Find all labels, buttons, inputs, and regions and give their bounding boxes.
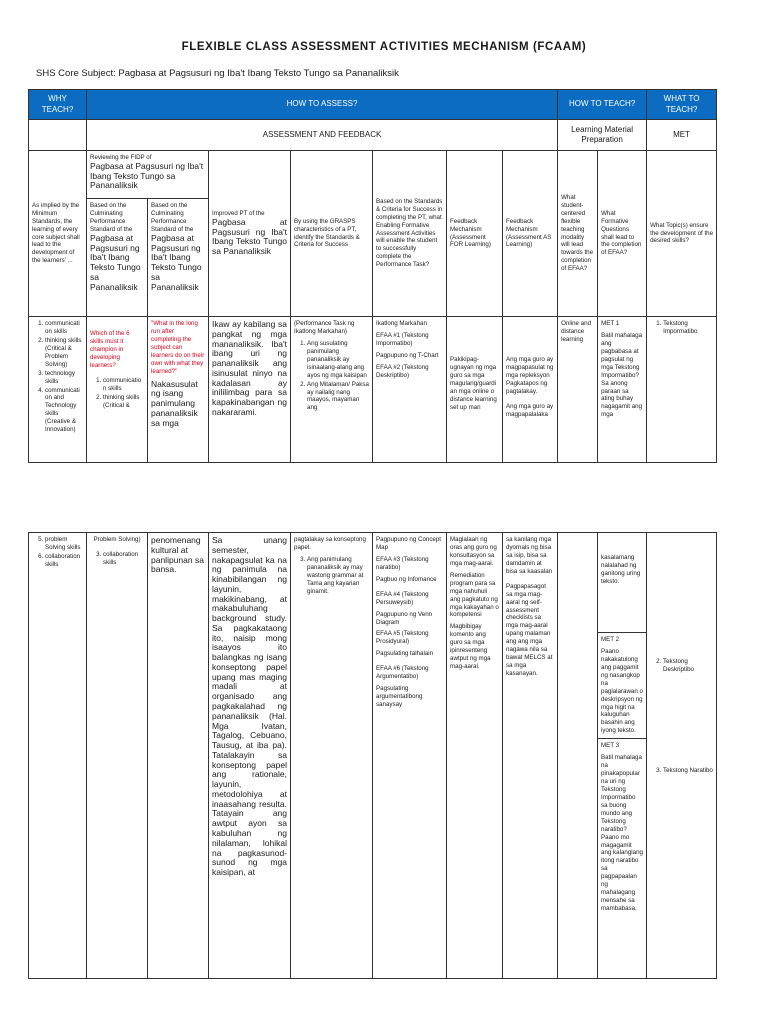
selected-skills-list [90,377,144,410]
question-efaa: Based on the Standards & Criteria for Success in completing the PT, what Enabling Formative Assessment Activities will enable the student to successfully complete the Performance Task? [373,151,447,317]
efaa-line: EFAA #1 (Tekstong Impormatibo) [376,331,429,347]
question-modality: What student-centered flexible teaching modality will lead towards the completion of EFAA? [558,151,598,317]
question-feedback-as: Feedback Mechanism (Assessment AS Learning) [503,151,558,317]
header-met: MET [647,120,717,151]
selected-skills-list [90,551,144,567]
list-item: 4. communication and Technology skills (Creative & Innovation) [45,387,83,435]
met1-cell [598,317,647,463]
grasps-list [294,556,369,596]
question-standard-a [87,199,148,317]
grasps-list [294,340,369,412]
list-item: 1. communication skills [45,320,83,336]
met2-question: Paano nakakatulong ang paggamit ng nasangkop na paglalarawan o deskripsyon ng mga higit na kaluguhan basahin ang iyong teksto. [601,647,643,735]
feedback-as-learning: Ang mga guro ay magpapalalaka [506,402,554,418]
header-why-teach: WHY TEACH? [29,90,87,120]
list-item: 2. thinking skills (Critical & [103,394,144,410]
list-item: 1. communication skills [103,377,144,393]
met3-label: MET 3 [601,742,620,750]
topic-cell [647,317,717,463]
efaa-line: Pagsulating argumentatibong sanaysay [376,685,423,708]
question-fidp-subject: Pagbasa at Pagsusuri ng Iba't Ibang Teksto Tungo sa Pananaliksik [90,160,204,191]
skills-cell [29,533,87,979]
skills-list [32,320,83,434]
efaa-line: Ikatlong Markahan [376,320,427,327]
efaa-line: Pagpupuno ng Concept Map [376,536,442,551]
long-run-answer: Nakasusulat ng isang panimulang pananaliksik sa mga [151,378,198,428]
question-standard-b-prefix: Based on the Culminating Performance Standard of the [151,202,194,233]
list-item: 3. Tekstong Naratibo [663,767,713,775]
efaa-line: EFAA #3 (Tekstong naratibo) [376,555,429,571]
header-how-to-assess: HOW TO ASSESS? [87,90,558,120]
question-feedback-for: Feedback Mechanism (Assessment FOR Learning) [447,151,503,317]
grasps-cell [291,533,373,979]
topic-list [650,320,713,336]
long-run-cell [148,317,209,463]
long-run-answer-cont: penomenang kultural at panlipunan sa bansa. [148,533,209,979]
header-what-to-teach: WHAT TO TEACH? [647,90,717,120]
efaa-line: EFAA #4 (Tekstong Persuweysib) [376,590,429,606]
met1-label: MET 1 [601,320,620,327]
list-item: 1. Ang susulating panimulang pananaliksik ay isinaalang-alang ang ayos ng mga kaisipan [307,340,369,380]
feedback-as-learning: Pagpapasagot sa mga mag-aaral ng self-assessment checklists sa mga mag-aaral upang malaman ang ang mga nagawa nila sa bawat MELCS at sa mga kasanayan. [506,582,553,677]
header-how-to-teach: HOW TO TEACH? [558,90,647,120]
question-standard-a-prefix: Based on the Culminating Performance Standard of the [90,202,133,233]
efaa-cell [373,317,447,463]
question-standard-b [148,199,209,317]
skills-cont: Problem Solving) [93,536,141,543]
feedback-as-learning-cell [503,317,558,463]
list-item: 2. Ang Mitalaman/ Paksa ay nailalig nang maayos, mayaman ang [307,381,369,413]
question-improved-pt-subject: Pagbasa at Pagsusuri ng Iba't Ibang Teksto Tungo sa Pananaliksik [212,216,287,257]
list-item: 5. problem Solving skills [45,536,83,552]
header-assessment-feedback: ASSESSMENT AND FEEDBACK [87,120,558,151]
topic-list [650,658,713,674]
grasps-title: (Performance Task ng Ikatlong Markahan) [294,320,355,335]
subject-line: SHS Core Subject: Pagbasa at Pagsusuri ng Iba't Ibang Teksto Tungo sa Pananaliksik [36,68,399,79]
question-topics: What Topic(s) ensure the development of the desired skills? [647,151,717,317]
list-item: 6. collaboration skills [45,553,83,569]
met-cont-cell [598,533,647,633]
met3-cell [598,739,647,979]
performance-task-text-cont: Sa unang semester, nakapagsulat ka na ng panimula na kinabibilangan ng layunin, makikinabang, at makabuluhang background study. Sa pagkakataong ito, naisip mong isaayos ito balangkas ng isang konseptong papel upang mas maging madali at organisado ang pagkakalahad ng pananaliksik (Hal. Mga Ivatan, Tagalog, Cebuano, Tausug, at iba pa). Tatalakayin sa konseptong papel ang rationale, layunin, metodolohiya at inaasahang resulta. Tatayain ang awtput ayon sa kabuluhan ng nilalaman, lohikal na pagkasunod-sunod ng mga kaisipan, at [209,533,291,979]
feedback-as-learning: sa kanilang mga dyornals ng bisa sa isip, bisa sa damdamin at bisa sa kaasalan [506,536,553,575]
efaa-line: Pagpupuno ng T-Chart [376,351,439,359]
efaa-line: EFAA #6 (Tekstong Argumentatibo) [376,665,429,681]
list-item: 1. Tekstong Impormatibo [663,320,713,336]
list-item: 2. thinking skills (Critical & Problem Solving) [45,337,83,369]
efaa-line: EFAA #5 (Tekstong Prosidyural) [376,630,429,646]
feedback-as-learning: Ang mga guro ay magpapasulat ng mga repleksyon Pagkatapos ng pagtalakay. [506,356,554,395]
question-improved-pt [209,151,291,317]
met3-question: Batil mahalaga na pinakapopular na uri ng Tekstong Impormatibo sa buong mundo ang Tekstong naratibo? Paano mo magagamit ang kalanglang itong naratibo sa pagpapaalan ng mahalagang mensahe sa mambabasa. [601,754,643,912]
modality-text: Online and distance learning [558,317,598,463]
list-item: 3. Ang panimulang pananaliksik ay may wastong grammar at Tama ang kayarian ginamit. [307,556,369,596]
efaa-line: EFAA #2 (Tekstong Deskriptibo) [376,363,429,379]
question-formative: What Formative Questions shall lead to the completion of EFAA? [598,151,647,317]
blank-cell [29,120,87,151]
feedback-for-learning: Magbibigay komento ang guro sa mga ipinresenteng awtput ng mga mag-aaral. [450,623,491,671]
efaa-line: Pagpupuno ng Venn Diagram [376,610,433,626]
skills-question-cell [87,533,148,979]
efaa-cell [373,533,447,979]
performance-task-text: Ikaw ay kabilang sa pangkat ng mga mananaliksik. Iba't ibang uri ng pananaliksik ang isinusulat ninyo na kadalasan ay inililimbag para sa kapakinabangan ng nakararami. [209,317,291,463]
feedback-for-learning-cell [447,533,503,979]
grasps-cell [291,317,373,463]
topic-list [650,767,713,775]
met2-cell [598,633,647,739]
feedback-for-learning: Pakikipag-ugnayan ng mga guro sa mga magulang/guardian mga online o distance learning set up man [450,356,497,411]
list-item: 3. technology skills [45,370,83,386]
topic-cell [647,533,717,979]
met1-question: Batil mahalaga ang pagbabasa at pagsulat ng mga Tekstong Impormatibo? Sa anong paraan sa ating buhay nagagamit ang mga [601,331,643,419]
document-title: FLEXIBLE CLASS ASSESSMENT ACTIVITIES MECHANISM (FCAAM) [181,41,587,53]
long-run-question: "What in the long run after completing the subject can learners do on their own with what they learned?" [151,320,205,375]
question-improved-pt-prefix: Improved PT of the [212,210,265,217]
modality-cell [558,533,598,979]
met2-label: MET 2 [601,636,620,643]
grasps-cont: pagtalakay sa konseptong papel. [294,536,366,551]
question-standard-b-subject: Pagbasa at Pagsusuri ng Iba't Ibang Teksto Tungo sa Pananaliksik [151,232,202,292]
skills-list [32,536,83,569]
fcaam-table-page1 [28,89,717,463]
list-item: 3. collaboration skills [103,551,144,567]
skills-question-cell [87,317,148,463]
skills-cell [29,317,87,463]
met1-cont: kasalamang nalalahad ng ganitong uring teksto. [601,554,641,585]
question-fidp-prefix: Reviewing the FIDP of [90,154,152,161]
question-grasps: By using the GRASPS characteristics of a PT, identify the Standards & Criteria for Success [291,151,373,317]
question-fidp [87,151,209,199]
efaa-line: Pagsulating talhalain [376,650,434,658]
question-standard-a-subject: Pagbasa at Pagsusuri ng Iba't Ibang Teksto Tungo sa Pananaliksik [90,232,141,292]
feedback-as-learning-cell [503,533,558,979]
header-learning-material: Learning Material Preparation [558,120,647,151]
feedback-for-learning: Remediation program para sa mga nahuhuli ang pagkatuto ng mga kakayahan o kompetensi [450,571,499,619]
efaa-line: Pagbuo ng Infomance [376,575,437,583]
question-why: As implied by the Minimum Standards, the learning of every core subject shall lead to the development of the learners' ... [29,151,87,317]
feedback-for-learning: Maglalaan ng oras ang guro ng konsultasyon sa mga mag-aaral. [450,536,497,567]
list-item: 2. Tekstong Deskriptibo [663,658,713,674]
feedback-for-learning-cell [447,317,503,463]
skills-question: Which of the 6 skills must it champion in developing learners? [90,330,130,369]
fcaam-table-page2 [28,532,717,979]
